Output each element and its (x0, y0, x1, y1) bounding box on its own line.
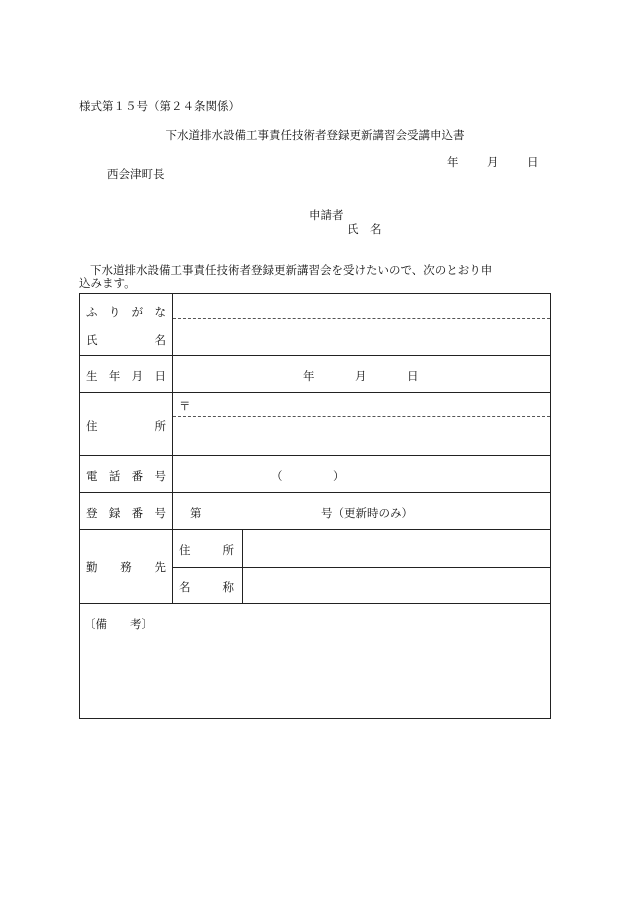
remarks-label: 〔備 考〕 (84, 617, 153, 631)
phone-label-cell (80, 456, 173, 492)
name-char: 名 (154, 333, 166, 347)
birth-year-label: 年 (303, 369, 315, 383)
phone-char: 号 (154, 469, 166, 483)
phone-input-area[interactable] (173, 456, 550, 492)
address-char: 所 (154, 419, 166, 433)
date-day: 日 (527, 155, 539, 169)
birthdate-char: 生 (86, 369, 98, 383)
work-name-label-cell (173, 567, 243, 604)
phone-row (80, 456, 550, 493)
registration-input-area[interactable] (173, 493, 550, 529)
phone-char: 番 (131, 469, 144, 483)
registration-suffix: 号（更新時のみ） (321, 506, 413, 520)
name-row (80, 294, 550, 356)
address-input-area[interactable] (173, 393, 550, 455)
workplace-char: 先 (154, 560, 166, 574)
postal-mark: 〒 (179, 399, 191, 413)
phone-paren-close: ） (333, 469, 345, 483)
document-title: 下水道排水設備工事責任技術者登録更新講習会受講申込書 (165, 128, 465, 142)
birthdate-input-area[interactable] (173, 356, 550, 392)
registration-char: 登 (86, 506, 98, 520)
work-address-char: 住 (179, 543, 191, 557)
birthdate-char: 日 (154, 369, 166, 383)
phone-paren-open: （ (271, 469, 283, 483)
date-year: 年 (447, 155, 459, 169)
registration-char: 号 (154, 506, 166, 520)
form-id: 様式第１５号（第２４条関係） (79, 99, 240, 113)
workplace-char: 務 (120, 560, 132, 574)
address-char: 住 (86, 419, 98, 433)
addressee: 西会津町長 (107, 167, 165, 181)
phone-char: 電 (86, 469, 98, 483)
registration-char: 番 (131, 506, 144, 520)
remarks-row[interactable] (80, 604, 550, 718)
work-address-label-cell (173, 530, 243, 567)
birthdate-row (80, 356, 550, 393)
intro-line1: 下水道排水設備工事責任技術者登録更新講習会を受けたいので、次のとおり申 (90, 263, 493, 277)
address-row (80, 393, 550, 456)
applicant-label: 申請者 (309, 208, 344, 222)
application-table (79, 293, 551, 719)
workplace-char: 勤 (86, 560, 98, 574)
birthdate-char: 月 (131, 369, 144, 383)
registration-char: 録 (108, 506, 121, 520)
birthdate-char: 年 (108, 369, 121, 383)
furigana-char: が (131, 305, 144, 319)
work-address-char: 所 (222, 543, 234, 557)
registration-label-cell (80, 493, 173, 529)
furigana-char: り (108, 305, 121, 319)
name-input-area[interactable] (173, 294, 550, 355)
work-name-char: 称 (222, 580, 234, 594)
phone-char: 話 (108, 469, 121, 483)
applicant-name-label: 氏 名 (347, 222, 382, 236)
registration-row (80, 493, 550, 530)
address-label-cell (80, 393, 173, 455)
work-name-char: 名 (179, 580, 191, 594)
work-name-input[interactable] (243, 567, 550, 604)
date-month: 月 (487, 155, 499, 169)
workplace-row (80, 530, 550, 604)
name-label-cell (80, 294, 173, 355)
work-address-input[interactable] (243, 530, 550, 567)
birth-day-label: 日 (407, 369, 419, 383)
name-char: 氏 (86, 333, 98, 347)
birthdate-label-cell (80, 356, 173, 392)
registration-prefix: 第 (190, 506, 202, 520)
workplace-label-cell (80, 530, 173, 603)
furigana-char: な (154, 305, 166, 319)
furigana-char: ふ (86, 305, 98, 319)
birth-month-label: 月 (355, 369, 367, 383)
intro-line2: 込みます。 (79, 276, 136, 290)
